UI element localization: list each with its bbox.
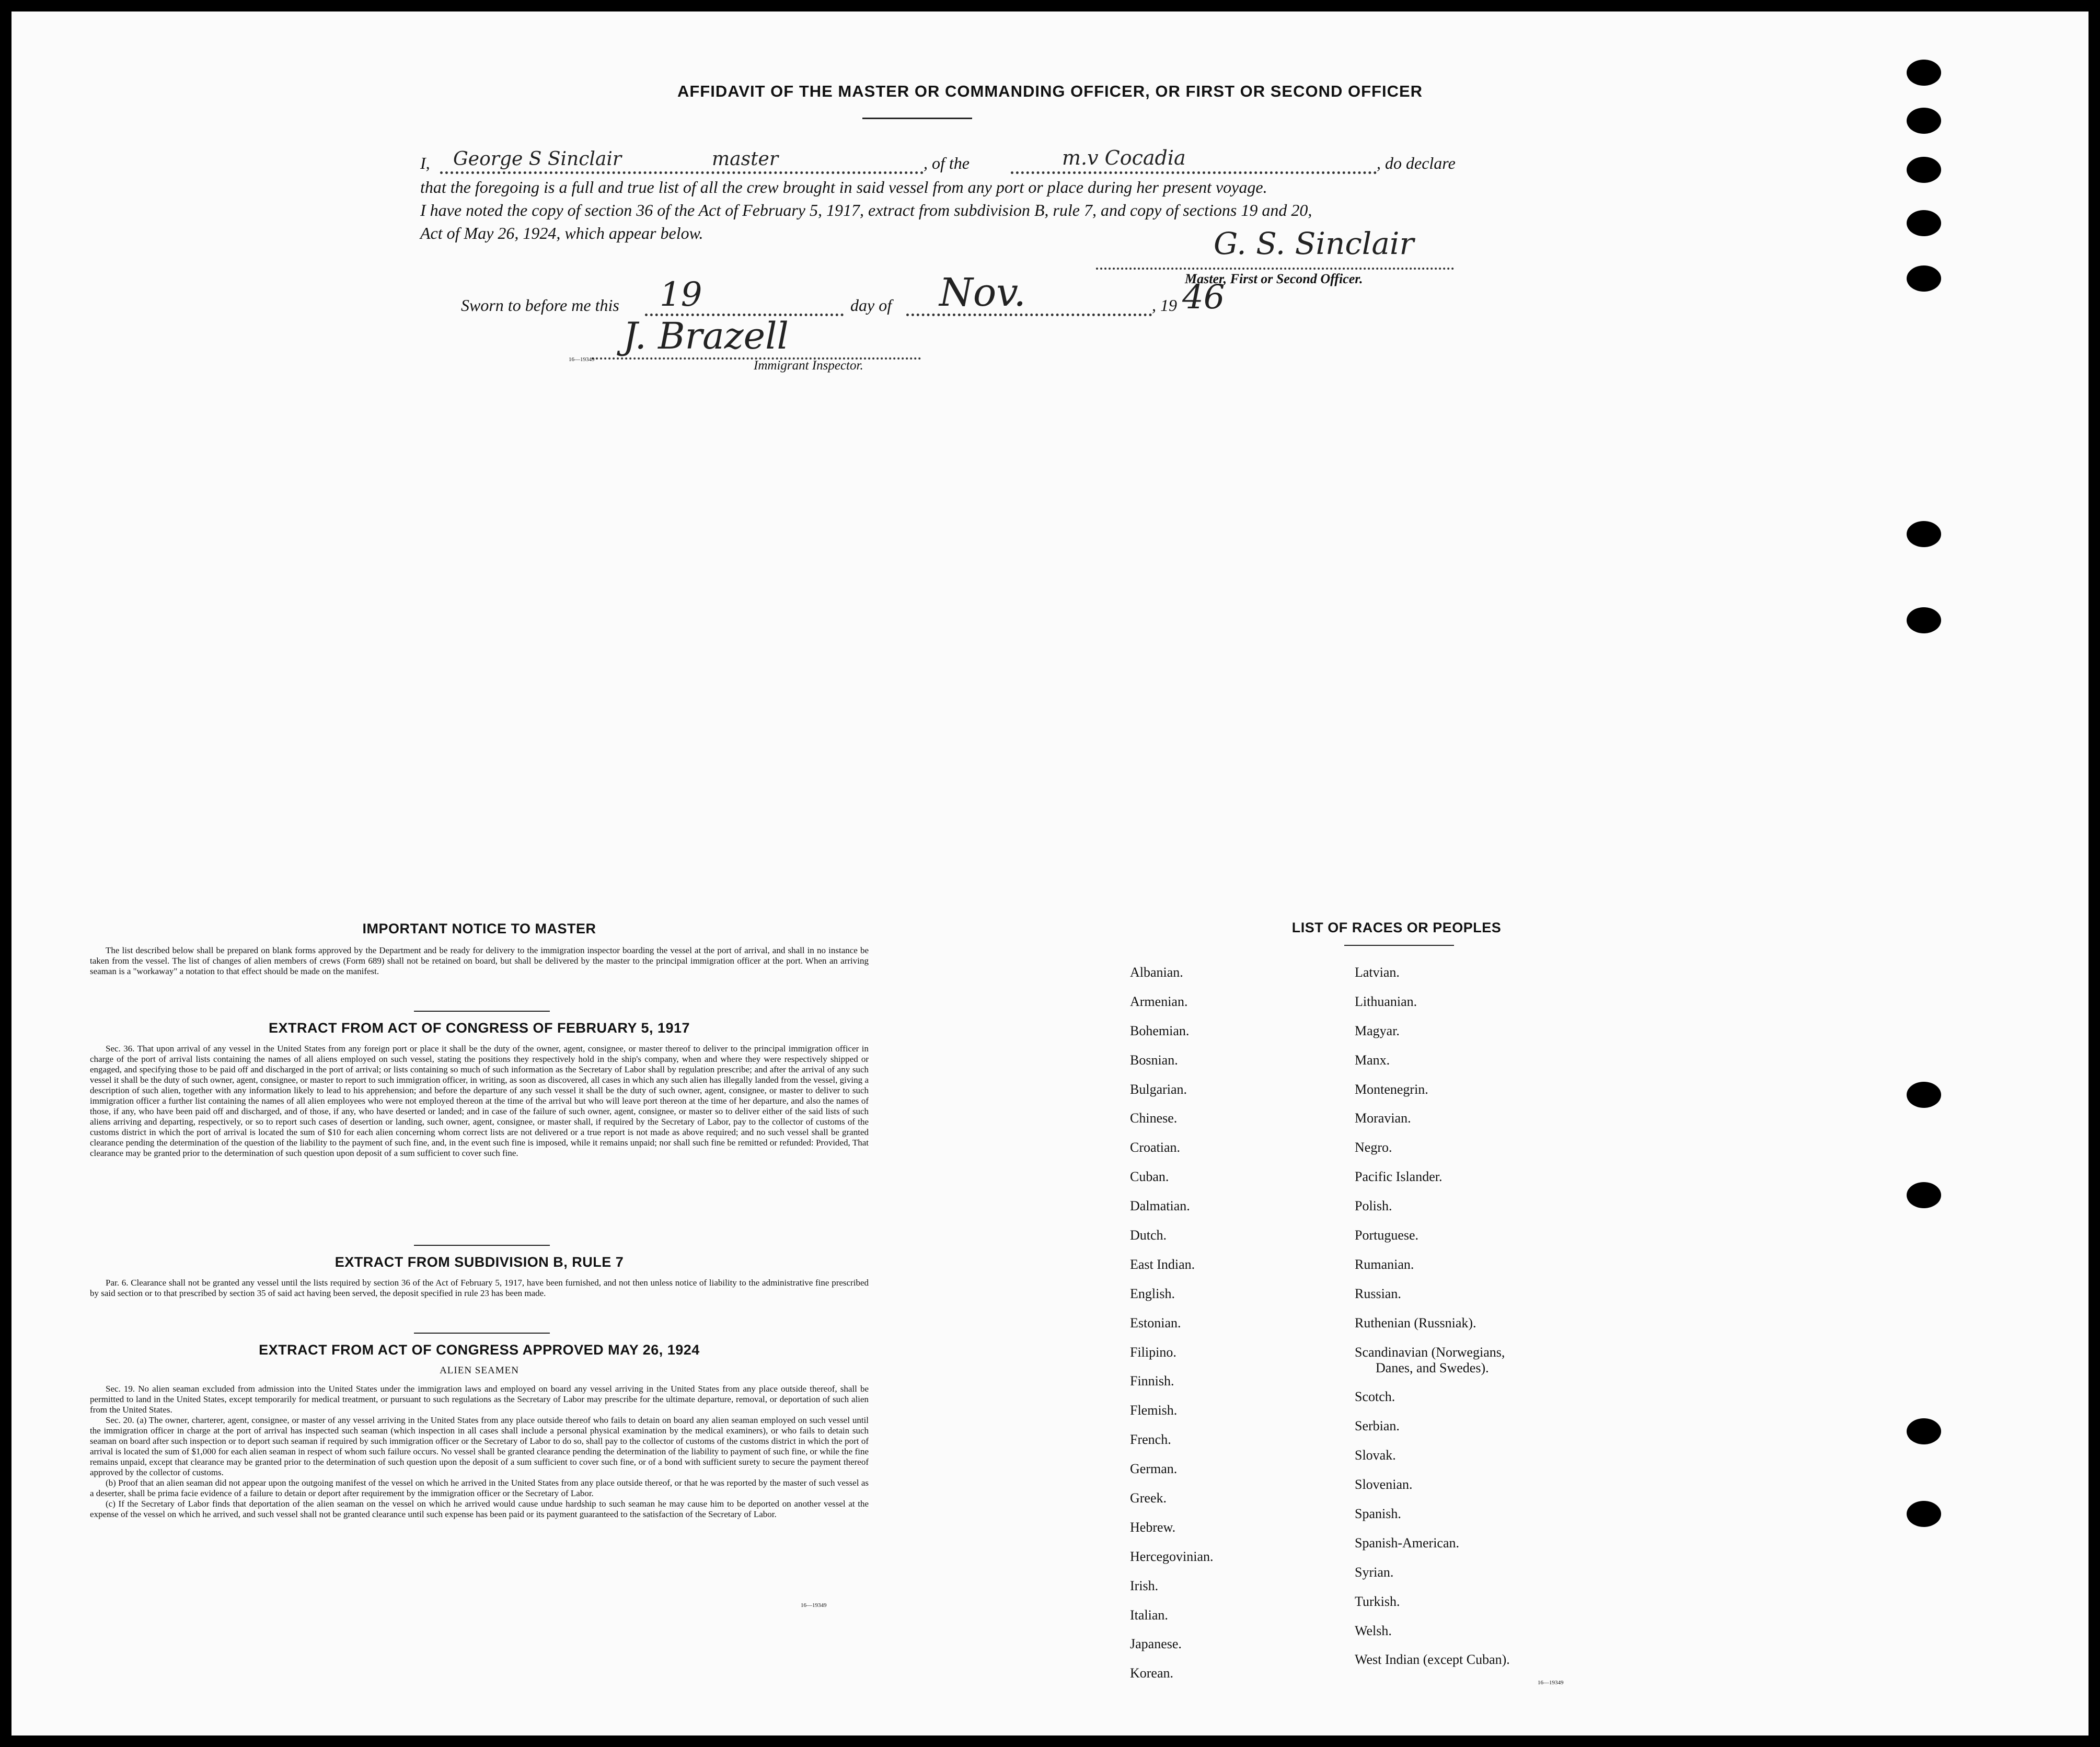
race-item: Spanish-American. <box>1355 1535 1460 1551</box>
declaration-prefix: I, <box>420 154 430 172</box>
extract-1917-title: EXTRACT FROM ACT OF CONGRESS OF FEBRUARY 5, 1917 <box>268 1020 690 1036</box>
race-item: Bosnian. <box>1130 1052 1178 1068</box>
alien-seamen-subtitle: ALIEN SEAMEN <box>440 1365 519 1376</box>
race-item: German. <box>1130 1461 1178 1477</box>
race-item: Magyar. <box>1355 1023 1400 1038</box>
race-item: Polish. <box>1355 1198 1392 1214</box>
binder-hole <box>1907 108 1941 134</box>
manifest-page <box>11 11 2089 1736</box>
race-item: Armenian. <box>1130 993 1188 1009</box>
race-item: Latvian. <box>1355 965 1400 980</box>
race-item: Russian. <box>1355 1286 1401 1301</box>
race-item: Ruthenian (Russniak). <box>1355 1315 1476 1331</box>
race-item: Flemish. <box>1130 1403 1178 1418</box>
binder-hole <box>1907 210 1941 236</box>
binder-hole <box>1907 157 1941 183</box>
races-title: LIST OF RACES OR PEOPLES <box>1291 920 1502 935</box>
year-prefix: , 19 <box>1152 296 1177 315</box>
race-item: Dutch. <box>1130 1228 1167 1243</box>
race-item: Pacific Islander. <box>1355 1169 1443 1185</box>
of-the-text: , of the <box>924 154 970 172</box>
extract-1917-paragraph: Sec. 36. That upon arrival of any vessel in the United States from any foreign port or place it shall be the duty of the owner, agent, consignee, or master thereof to deliver to the principal immigration officer in charge of the port of arrival lists containing the names of all aliens employed on such vessel, stating the positions they respectively hold in the ship's company, when and where they were respectively shipped or engaged, and specifying those to be paid off and discharged in the port of arrival; or lists containing so much of such information as the Secretary of Labor shall by regulation prescribe; and after the arrival of any such vessel it shall be the duty of such owner, agent, consignee, or master to report to such immigration officer, in writing, as soon as discovered, all cases in which any such alien has illegally landed from the vessel, giving a description of such alien, together with any information likely to lead to his apprehension; and before the departure of any such vessel it shall be the duty of such owner, agent, consignee, or master to deliver to such immigration officer a further list containing the names of all alien employees who were not employed thereon at the time of the arrival but who will leave port thereon at the time of her departure, and also the names of those, if any, who have been paid off and discharged, and of those, if any, who have deserted or landed; and in case of the failure of such owner, agent, consignee, or master so to deliver either of the said lists of such aliens arriving and departing, respectively, or so to report such cases of desertion or landing, such owner, agent, consignee, or master shall, if required by the Secretary of Labor, pay to the collector of customs of the customs district in which the port of arrival is located the sum of $10 for each alien concerning whom correct lists are not delivered or a true report is not made as above required; and no such vessel shall be granted clearance pending the determination of the question of the liability to the payment of such fine, and, in the event such fine is imposed, while it remains unpaid; nor shall such fine be remitted or refunded: Provided, That clearance may be granted prior to the determination of such question upon deposit of a sum sufficient to cover such fine. <box>90 1044 869 1158</box>
race-item: Turkish. <box>1355 1593 1400 1609</box>
race-item: Albanian. <box>1130 965 1183 980</box>
declaration-line-2: that the foregoing is a full and true list of all the crew brought in said vessel from any port or place during her present voyage. <box>420 178 1267 196</box>
race-item: Finnish. <box>1130 1373 1174 1389</box>
declaration-line-3: I have noted the copy of section 36 of the Act of February 5, 1917, extract from subdivision B, rule 7, and copy of sections 19 and 20, <box>420 201 1312 219</box>
form-number: 16—19349 <box>569 356 595 363</box>
day-of-text: day of <box>850 296 892 315</box>
rank-handwritten: master <box>712 148 779 170</box>
form-number: 16—19349 <box>1538 1680 1564 1686</box>
extract-1924-section-20c: (c) If the Secretary of Labor finds that deportation of the alien seaman on the vessel on which he arrived would cause undue hardship to such seaman he may cause him to be deported on another vessel at the expense of the vessel on which he arrived, and such vessel shall not be granted clearance until such expense has been paid or its payment guaranteed to the satisfaction of the Secretary of Labor. <box>90 1499 869 1519</box>
binder-hole <box>1907 60 1941 86</box>
inspector-caption: Immigrant Inspector. <box>754 358 863 373</box>
race-item: Manx. <box>1355 1052 1390 1068</box>
race-item: Syrian. <box>1355 1564 1394 1580</box>
extract-1924-title: EXTRACT FROM ACT OF CONGRESS APPROVED MAY 26, 1924 <box>259 1342 700 1358</box>
race-item: Japanese. <box>1130 1636 1182 1652</box>
vessel-name-handwritten: m.v Cocadia <box>1062 146 1186 169</box>
declaration-line-4: Act of May 26, 1924, which appear below. <box>420 224 703 242</box>
binder-hole <box>1907 607 1941 633</box>
race-item: Greek. <box>1130 1490 1167 1506</box>
race-item: Dalmatian. <box>1130 1198 1190 1214</box>
section-divider <box>414 1011 550 1012</box>
binder-hole <box>1907 265 1941 292</box>
vessel-line <box>1011 171 1377 174</box>
binder-hole <box>1907 1418 1941 1444</box>
race-item: Hercegovinian. <box>1130 1548 1214 1564</box>
race-item: English. <box>1130 1286 1175 1301</box>
extract-1924-text <box>90 1384 869 1520</box>
master-name-handwritten: George S Sinclair <box>453 148 622 170</box>
extract-1924-section-19: Sec. 19. No alien seaman excluded from admission into the United States under the immigration laws and employed on board any vessel arriving in the United States from any place outside thereof, shall be permitted to land in the United States, except temporarily for medical treatment, or pursuant to such regulations as the Secretary of Labor may prescribe for the ultimate departure, removal, or deportation of such alien from the United States. <box>90 1384 869 1415</box>
race-item: Filipino. <box>1130 1344 1176 1360</box>
race-item: Slovenian. <box>1355 1477 1413 1493</box>
race-item: Croatian. <box>1130 1140 1181 1155</box>
binder-hole <box>1907 1082 1941 1108</box>
race-item: Slovak. <box>1355 1448 1396 1463</box>
sworn-prefix: Sworn to before me this <box>461 296 619 315</box>
race-item: Bohemian. <box>1130 1023 1190 1038</box>
race-item: Danes, and Swedes). <box>1376 1360 1489 1375</box>
race-item: Cuban. <box>1130 1169 1169 1185</box>
binder-hole <box>1907 1182 1941 1208</box>
race-item: Rumanian. <box>1355 1256 1414 1272</box>
extract-1924-section-20b: (b) Proof that an alien seaman did not appear upon the outgoing manifest of the vessel on which he arrived in the United States from any place outside thereof, or that he was reported by the master of such vessel as a deserter, shall be prima facie evidence of a failure to detain or deport after requirement by the immigration officer or the Secretary of Labor. <box>90 1478 869 1498</box>
title-divider <box>862 118 972 119</box>
subdivision-b-title: EXTRACT FROM SUBDIVISION B, RULE 7 <box>334 1254 624 1270</box>
subdivision-b-paragraph: Par. 6. Clearance shall not be granted any vessel until the lists required by section 36 of the Act of February 5, 1917, have been furnished, and not then unless notice of liability to the administrative fine prescribed by said section or to that prescribed by section 35 of said act having been served, the deposit specified in rule 23 has been made. <box>90 1278 869 1298</box>
race-item: Korean. <box>1130 1665 1174 1681</box>
race-item: Lithuanian. <box>1355 993 1417 1009</box>
sworn-day-handwritten: 19 <box>660 275 702 314</box>
race-item: Serbian. <box>1355 1418 1400 1434</box>
notice-paragraph: The list described below shall be prepared on blank forms approved by the Department and be ready for delivery to the immigration inspector boarding the vessel at the port of arrival, and shall in no instance be taken from the vessel. The list of changes of alien members of crews (Form 689) shall not be retained on board, but shall be delivered by the master to the principal immigration officer at the port. When an arriving seaman is a "workaway" a notation to that effect should be made on the manifest. <box>90 945 869 976</box>
race-item: Bulgarian. <box>1130 1081 1187 1097</box>
race-item: Italian. <box>1130 1607 1168 1623</box>
notice-title: IMPORTANT NOTICE TO MASTER <box>362 921 596 936</box>
sworn-year-handwritten: 46 <box>1182 278 1225 317</box>
race-item: Moravian. <box>1355 1110 1411 1126</box>
name-line <box>440 171 924 174</box>
race-item: Estonian. <box>1130 1315 1181 1331</box>
section-divider <box>414 1333 550 1334</box>
races-left-column <box>1130 966 1214 1696</box>
affidavit-title: AFFIDAVIT OF THE MASTER OR COMMANDING OFFICER, OR FIRST OR SECOND OFFICER <box>677 82 1423 100</box>
race-item: Spanish. <box>1355 1506 1401 1522</box>
race-item: Scandinavian (Norwegians, <box>1355 1344 1505 1360</box>
inspector-signature: J. Brazell <box>623 315 789 357</box>
race-item: West Indian (except Cuban). <box>1355 1652 1510 1668</box>
race-item: Scotch. <box>1355 1389 1395 1405</box>
race-item: Irish. <box>1130 1578 1159 1593</box>
race-item: Portuguese. <box>1355 1228 1419 1243</box>
race-item: French. <box>1130 1432 1171 1448</box>
race-item: Hebrew. <box>1130 1519 1176 1535</box>
race-item: Chinese. <box>1130 1110 1178 1126</box>
races-right-column <box>1355 966 1510 1682</box>
master-signature: G. S. Sinclair <box>1214 226 1414 261</box>
race-item: Montenegrin. <box>1355 1081 1428 1097</box>
sworn-month-handwritten: Nov. <box>939 270 1026 315</box>
form-number: 16—19349 <box>801 1602 827 1609</box>
races-title-divider <box>1344 945 1454 946</box>
extract-1924-section-20a: Sec. 20. (a) The owner, charterer, agent, consignee, or master of any vessel arriving in the United States from any place outside thereof who fails to detain on board any alien seaman employed on such vessel until the immigration officer in charge at the port of arrival has inspected such seaman (which inspection in all cases shall include a personal physical examination by the medical examiners), or who fails to detain such seaman on board after such inspection or to deport such seaman if required by such immigration officer or the Secretary of Labor to do so, shall pay to the collector of customs of the customs district in which the port of arrival is located the sum of $1,000 for each alien seaman in respect of whom such failure occurs. No vessel shall be granted clearance pending the determination of the liability to payment of such fine, or while the fine remains unpaid, except that clearance may be granted prior to the determination of such question upon the deposit of a sum sufficient to cover such fine, or of a bond with sufficient surety to secure the payment thereof approved by the collector of customs. <box>90 1415 869 1477</box>
signer-caption: Master, First or Second Officer. <box>1185 271 1363 286</box>
binder-hole <box>1907 1501 1941 1527</box>
extract-1917-text <box>90 1044 869 1159</box>
race-item: East Indian. <box>1130 1256 1195 1272</box>
section-divider <box>414 1245 550 1246</box>
subdivision-b-text <box>90 1278 869 1299</box>
do-declare-text: , do declare <box>1377 154 1456 172</box>
signature-line <box>1096 268 1454 270</box>
notice-text <box>90 945 869 977</box>
binder-hole <box>1907 521 1941 547</box>
race-item: Welsh. <box>1355 1623 1392 1638</box>
race-item: Negro. <box>1355 1140 1392 1155</box>
